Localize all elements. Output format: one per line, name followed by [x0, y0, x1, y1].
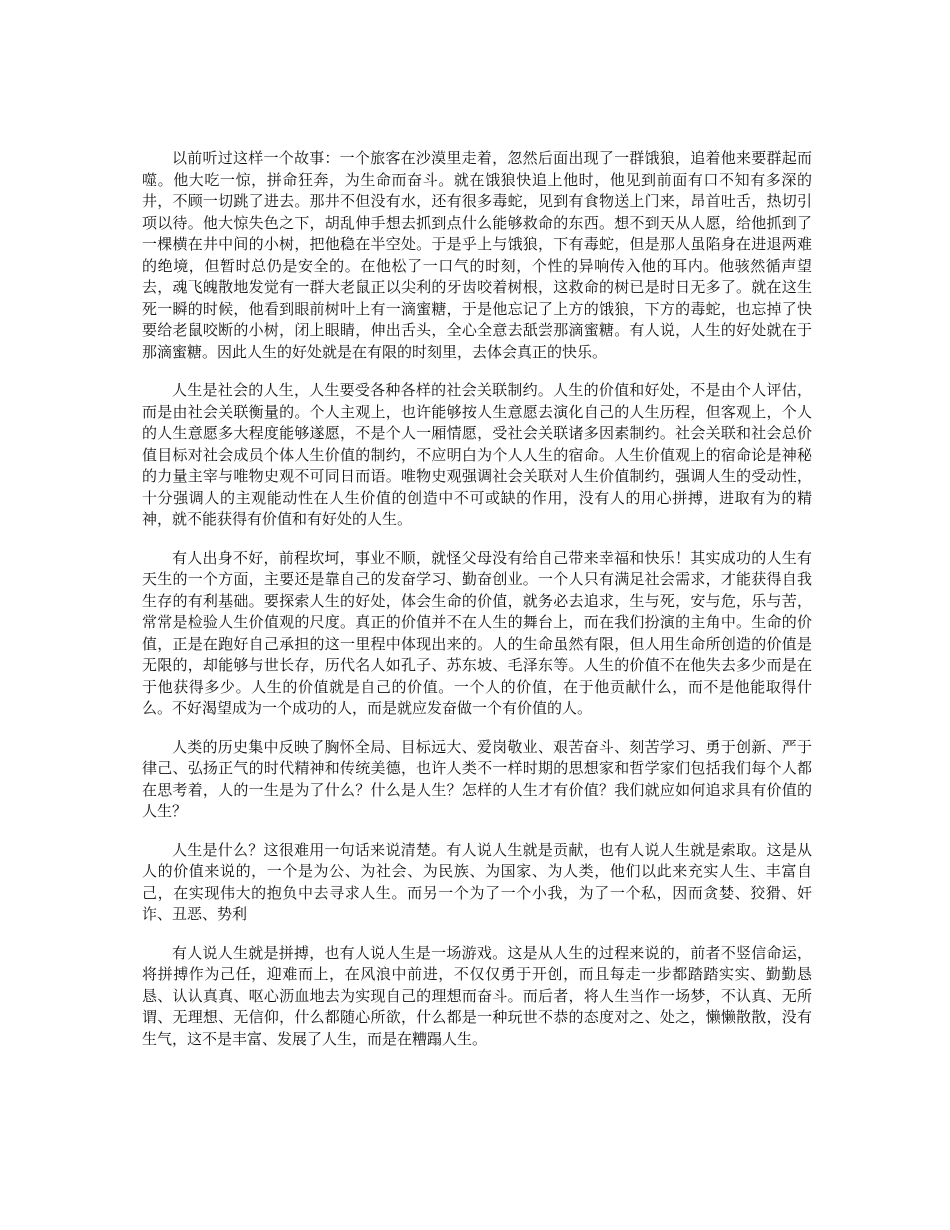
paragraph-1: 以前听过这样一个故事：一个旅客在沙漠里走着，忽然后面出现了一群饿狼，追着他来要群起而噬。他大吃一惊，拼命狂奔，为生命而奋斗。就在饿狼快追上他时，他见到前面有口不知有多深的井，不顾一切跳了进去。那井不但没有水，还有很多毒蛇，见到有食物送上门来，昂首吐舌，热切引项以待。他大惊失色之下，胡乱伸手想去抓到点什么能够救命的东西。想不到天从人愿，给他抓到了一棵横在井中间的小树，把他稳在半空处。于是乎上与饿狼，下有毒蛇，但是那人虽陷身在进退两难的绝境，但暂时总仍是安全的。在他松了一口气的时刻，个性的异响传入他的耳内。他骇然循声望去，魂飞魄散地发觉有一群大老鼠正以尖利的牙齿咬着树根，这救命的树已是时日无多了。就在这生死一瞬的时候，他看到眼前树叶上有一滴蜜糖，于是他忘记了上方的饿狼，下方的毒蛇，也忘掉了快要给老鼠咬断的小树，闭上眼睛，伸出舌头，全心全意去舐尝那滴蜜糖。有人说，人生的好处就在于那滴蜜糖。因此人生的好处就是在有限的时刻里，去体会真正的快乐。 — [142, 149, 812, 361]
paragraph-3: 有人出身不好，前程坎坷，事业不顺，就怪父母没有给自己带来幸福和快乐！其实成功的人生有天生的一个方面，主要还是靠自己的发奋学习、勤奋创业。一个人只有满足社会需求，才能获得自我生存的有利基础。要探索人生的好处，体会生命的价值，就务必去追求，生与死，安与危，乐与苦，常常是检验人生价值观的尺度。真正的价值并不在人生的舞台上，而在我们扮演的主角中。生命的价值，正是在跑好自己承担的这一里程中体现出来的。人的生命虽然有限，但人用生命所创造的价值是无限的，却能够与世长存，历代名人如孔子、苏东坡、毛泽东等。人生的价值不在他失去多少而是在于他获得多少。人生的价值就是自己的价值。一个人的价值，在于他贡献什么，而不是他能取得什么。不好渴望成为一个成功的人，而是就应发奋做一个有价值的人。 — [142, 548, 812, 717]
paragraph-2: 人生是社会的人生，人生要受各种各样的社会关联制约。人生的价值和好处，不是由个人评估，而是由社会关联衡量的。个人主观上，也许能够按人生意愿去演化自己的人生历程，但客观上，个人的人生意愿多大程度能够遂愿，不是个人一厢情愿，受社会关联诸多因素制约。社会关联和社会总价值目标对社会成员个体人生价值的制约，不应明白为个人人生的宿命。人生价值观上的宿命论是神秘的力量主宰与唯物史观不可同日而语。唯物史观强调社会关联对人生价值制约，强调人生的受动性，十分强调人的主观能动性在人生价值的创造中不可或缺的作用，没有人的用心拼搏，进取有为的精神，就不能获得有价值和有好处的人生。 — [142, 381, 812, 528]
paragraph-6: 有人说人生就是拼搏，也有人说人生是一场游戏。这是从人生的过程来说的，前者不竖信命运，将拼搏作为己任，迎难而上，在风浪中前进，不仅仅勇于开创，而且每走一步都踏踏实实、勤勤恳恳、认认真真、呕心沥血地去为实现自己的理想而奋斗。而后者，将人生当作一场梦，不认真、无所谓、无理想、无信仰，什么都随心所欲，什么都是一种玩世不恭的态度对之、处之，懒懒散散，没有生气，这不是丰富、发展了人生，而是在糟蹋人生。 — [142, 943, 812, 1048]
paragraph-4: 人类的历史集中反映了胸怀全局、目标远大、爱岗敬业、艰苦奋斗、刻苦学习、勇于创新、严于律己、弘扬正气的时代精神和传统美德，也许人类不一样时期的思想家和哲学家们包括我们每个人都在思考着，人的一生是为了什么？什么是人生？怎样的人生才有价值？我们就应如何追求具有价值的人生？ — [142, 737, 812, 820]
document-body — [142, 0, 812, 1050]
document-page — [142, 0, 812, 1230]
paragraph-5: 人生是什么？这很难用一句话来说清楚。有人说人生就是贡献，也有人说人生就是索取。这是从人的价值来说的，一个是为公、为社会、为民族、为国家、为人类，他们以此来充实人生、丰富自己，在实现伟大的抱负中去寻求人生。而另一个为了一个小我，为了一个私，因而贪婪、狡猾、奸诈、丑恶、势利 — [142, 840, 812, 923]
